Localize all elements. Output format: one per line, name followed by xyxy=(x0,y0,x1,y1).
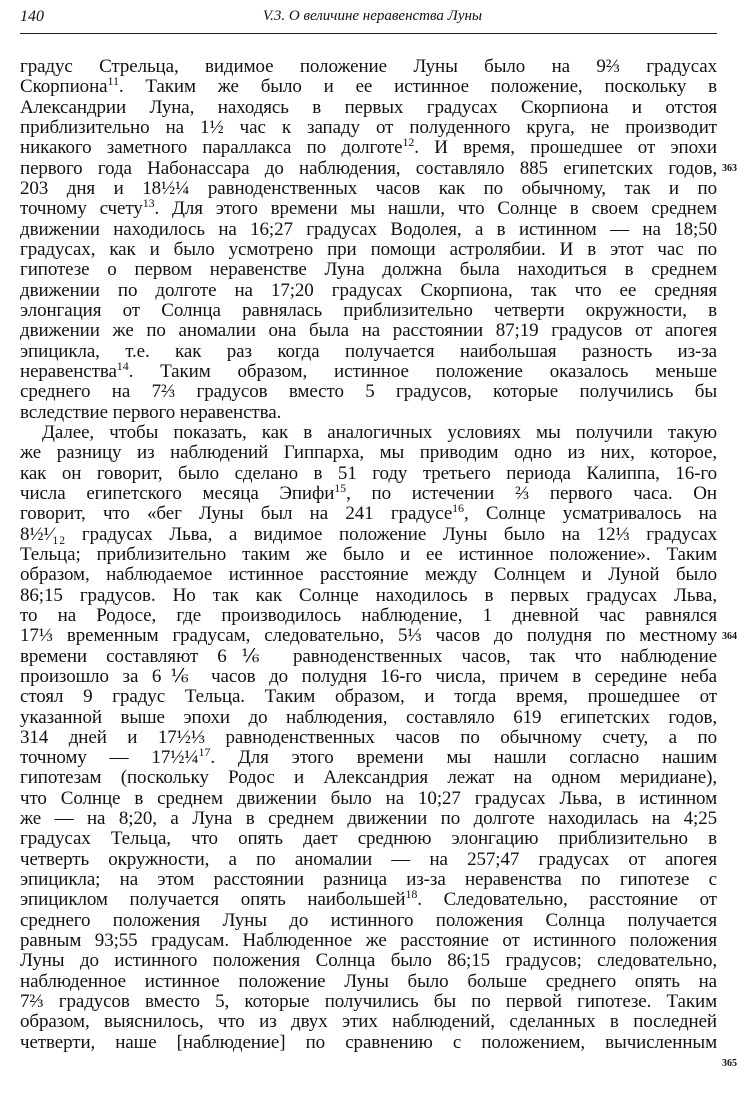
header-rule xyxy=(20,33,717,34)
line-text: гипотезе о первом неравенстве Луна должна была находиться в среднем xyxy=(20,259,717,281)
text-line xyxy=(20,98,717,118)
line-text: числа египетского месяца Эпифи xyxy=(20,482,335,504)
line-text: что Солнце в среднем движении было на 10;27 градусах Льва, в истинном xyxy=(20,787,717,809)
text-line xyxy=(20,196,717,220)
line-text: среднего на 7⅔ градусов вместо 5 градусов, которые получились бы xyxy=(20,381,717,403)
line-text: 17⅓ временным градусам, следовательно, 5⅓ часов до полудня по местному xyxy=(20,625,717,647)
line-text: градусах, как и было усмотрено при помощи астролябии. И в этот час по xyxy=(20,238,717,260)
line-text-continued: . И время, прошедшее от эпохи xyxy=(414,137,717,159)
line-text: Александрии Луна, находясь в первых градусах Скорпиона и отстоя xyxy=(20,96,717,118)
text-line xyxy=(20,240,717,260)
text-line xyxy=(20,931,717,951)
text-line xyxy=(20,321,717,341)
text-line xyxy=(20,667,717,687)
text-line xyxy=(20,687,717,707)
line-text: эпицикла; на этом расстоянии разница из-за неравенства по гипотезе с xyxy=(20,869,717,891)
text-line xyxy=(20,887,717,911)
line-text: четверть окружности, а по аномалии — на 257;47 градусах от апогея xyxy=(20,848,717,870)
text-line xyxy=(20,525,717,545)
line-text: движении находилось на 16;27 градусах Водолея, а в истинном — на 18;50 xyxy=(20,218,717,240)
line-text: движении же по аномалии она была на расстоянии 87;19 градусов от апогея xyxy=(20,320,717,342)
text-line xyxy=(20,118,717,138)
text-line xyxy=(20,850,717,870)
line-text: наблюденное истинное положение Луны было больше среднего опять на xyxy=(20,970,717,992)
line-text-continued: . Для этого времени мы нашли согласно нашим xyxy=(210,747,717,769)
text-line xyxy=(20,423,717,443)
text-line xyxy=(20,789,717,809)
text-line xyxy=(20,768,717,788)
line-text-continued: , Солнце усматривалось на xyxy=(463,503,717,525)
text-line xyxy=(20,809,717,829)
line-text: равным 93;55 градусам. Наблюденное же расстояние от истинного положения xyxy=(20,930,717,952)
text-line xyxy=(20,708,717,728)
line-text: вследствие первого неравенства. xyxy=(20,401,282,423)
text-line xyxy=(20,951,717,971)
footnote-reference[interactable]: 13 xyxy=(142,196,155,211)
line-text-continued: . Таким же было и ее истинное положение, поскольку в xyxy=(118,76,717,98)
line-text: градусах Тельца, что опять дает среднюю элонгацию приблизительно в xyxy=(20,828,717,850)
line-text-continued: . Для этого времени мы нашли, что Солнце в своем среднем xyxy=(154,198,717,220)
line-text: 8½¹⁄₁₂ градусах Льва, а видимое положение Луны было на 12⅓ градусах xyxy=(20,523,717,545)
line-text: стоял 9 градус Тельца. Таким образом, и тогда время, прошедшее от xyxy=(20,686,717,708)
line-text: гипотезам (поскольку Родос и Александрия лежат на одном меридиане), xyxy=(20,767,717,789)
text-line xyxy=(20,260,717,280)
line-text: Тельца; приблизительно таким же было и ее истинное положение». Таким xyxy=(20,543,717,565)
line-text: говорит, что «бег Луны был на 241 градусе xyxy=(20,503,453,525)
body-text xyxy=(20,57,717,1053)
text-line xyxy=(20,179,717,199)
text-line xyxy=(20,745,717,769)
line-text: Скорпиона xyxy=(20,76,108,98)
line-text: же — на 8;20, а Луна в среднем движении по долготе находилась на 4;25 xyxy=(20,808,717,830)
text-line xyxy=(20,728,717,748)
text-line xyxy=(20,545,717,565)
line-text: образом, наблюдаемое истинное расстояние между Солнцем и Луной было xyxy=(20,564,717,586)
text-line xyxy=(20,870,717,890)
footnote-reference[interactable]: 12 xyxy=(402,135,415,150)
text-line xyxy=(20,1033,717,1053)
line-text: неравенства xyxy=(20,360,117,382)
line-text: же разницу из наблюдений Гиппарха, мы приводим одно из них, которое, xyxy=(20,442,717,464)
line-text: 86;15 градусов. Но так как Солнце находилось в первых градусах Льва, xyxy=(20,584,717,606)
text-line xyxy=(20,911,717,931)
text-line xyxy=(20,606,717,626)
text-line xyxy=(20,403,717,423)
footnote-reference[interactable]: 18 xyxy=(405,887,418,902)
footnote-reference[interactable]: 16 xyxy=(452,501,464,516)
line-text: времени составляют 6⅙ равноденственных часов, так что наблюдение xyxy=(20,645,717,667)
text-line xyxy=(20,301,717,321)
line-text: точному — 17½¼ xyxy=(20,747,199,769)
line-text: движении по долготе на 17;20 градусах Скорпиона, так что ее средняя xyxy=(20,279,717,301)
margin-number: 364 xyxy=(722,630,737,642)
line-text: указанной выше эпохи до наблюдения, составляло 619 египетских годов, xyxy=(20,706,717,728)
text-line xyxy=(20,74,717,98)
footnote-reference[interactable]: 14 xyxy=(116,358,129,373)
line-text: Луны до истинного положения Солнца было 86;15 градусов; следовательно, xyxy=(20,950,717,972)
line-text: среднего положения Луны до истинного положения Солнца получается xyxy=(20,909,717,931)
line-text: 203 дня и 18½¼ равноденственных часов как по обычному, так и по xyxy=(20,177,717,199)
line-text-continued: . Таким образом, истинное положение оказалось меньше xyxy=(128,360,717,382)
line-text: никакого заметного параллакса по долготе xyxy=(20,137,403,159)
margin-number: 363 xyxy=(722,162,737,174)
line-text: эпицикла, т.е. как раз когда получается наибольшая разность из-за xyxy=(20,340,717,362)
text-line xyxy=(20,501,717,525)
text-line xyxy=(20,829,717,849)
footnote-reference[interactable]: 11 xyxy=(107,74,119,89)
line-text: точному счету xyxy=(20,198,143,220)
line-text: как он говорит, было сделано в 51 году третьего периода Калиппа, 16-го xyxy=(20,462,717,484)
page-number: 140 xyxy=(20,8,44,25)
line-text: то на Родосе, где производилось наблюдение, 1 дневной час равнялся xyxy=(20,604,717,626)
line-text: градус Стрельца, видимое положение Луны было на 9⅔ градусах xyxy=(20,56,717,77)
line-text: 314 дней и 17½⅓ равноденственных часов по обычному счету, а по xyxy=(20,726,717,748)
line-text: приблизительно на 1½ час к западу от полуденного круга, не производит xyxy=(20,116,717,138)
text-line xyxy=(20,358,717,382)
text-line xyxy=(20,135,717,159)
text-line xyxy=(20,57,717,77)
text-line xyxy=(20,464,717,484)
text-line xyxy=(20,586,717,606)
line-text: произошло за 6⅙ часов до полудня 16-го числа, причем в середине неба xyxy=(20,665,717,687)
line-text: 7⅔ градусов вместо 5, которые получились бы по первой гипотезе. Таким xyxy=(20,991,717,1013)
line-text: элонгация от Солнца равнялась приблизительно четверти окружности, в xyxy=(20,299,717,321)
text-line xyxy=(20,647,717,667)
text-line xyxy=(20,443,717,463)
text-line xyxy=(20,281,717,301)
footnote-reference[interactable]: 15 xyxy=(334,480,347,495)
line-text-continued: , по истечении ⅔ первого часа. Он xyxy=(346,482,717,504)
text-line xyxy=(20,626,717,646)
line-text-continued: . Следовательно, расстояние от xyxy=(417,889,717,911)
text-line xyxy=(20,159,717,179)
text-line xyxy=(20,1012,717,1032)
text-line xyxy=(20,972,717,992)
line-text: Далее, чтобы показать, как в аналогичных условиях мы получили такую xyxy=(42,421,717,443)
line-text: четверти, наше [наблюдение] по сравнению с положением, вычисленным xyxy=(20,1031,717,1053)
line-text: первого года Набонассара до наблюдения, составляло 885 египетских годов, xyxy=(20,157,717,179)
text-line xyxy=(20,565,717,585)
running-title: V.3. О величине неравенства Луны xyxy=(262,8,483,24)
footnote-reference[interactable]: 17 xyxy=(198,745,211,760)
line-text: эпициклом получается опять наибольшей xyxy=(20,889,406,911)
line-text: образом, выяснилось, что из двух этих наблюдений, сделанных в последней xyxy=(20,1011,717,1033)
text-line xyxy=(20,480,717,504)
text-line xyxy=(20,220,717,240)
text-line xyxy=(20,992,717,1012)
text-line xyxy=(20,382,717,402)
margin-number: 365 xyxy=(722,1057,737,1069)
